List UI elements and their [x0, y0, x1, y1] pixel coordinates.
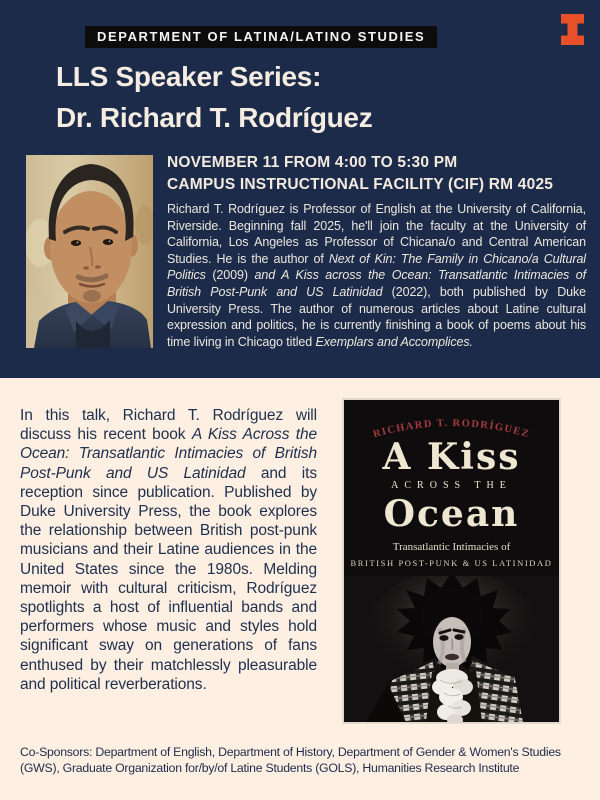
- book-title-line1: A Kiss: [382, 436, 521, 478]
- event-location: CAMPUS INSTRUCTIONAL FACILITY (CIF) RM 4025: [167, 176, 554, 193]
- book-title-line2: ACROSS THE: [391, 480, 512, 491]
- illinois-block-i-icon: [561, 14, 584, 45]
- event-datetime: NOVEMBER 11 FROM 4:00 TO 5:30 PM: [167, 154, 458, 171]
- talk-description: In this talk, Richard T. Rodríguez will discuss his recent book A Kiss Across the Ocean: Transatlantic Intimacies of British Post-Punk and US Latinidad and its reception since publication. Published by Duke University Press, the book explores the relationship between British post-punk musicians and their Latine audiences in the United States since the 1980s. Melding memoir with cultural criticism, Rodríguez spotlights a host of influential bands and performers whose music and styles hold significant sway on generations of fans enthused by their matchlessly pleasurable and political reverberations.: [20, 407, 318, 693]
- header-section: [0, 0, 600, 378]
- book-cover-photo: [344, 576, 559, 722]
- event-details: [167, 152, 553, 196]
- page-title-line1: LLS Speaker Series:: [56, 61, 322, 92]
- cosponsors-text: Co-Sponsors: Department of English, Department of History, Department of Gender & Women's Studies (GWS), Graduate Organization for/by/of Latine Students (GOLS), Humanities Research Institute: [20, 745, 561, 775]
- speaker-photo: [26, 155, 153, 348]
- page-title-line2: Dr. Richard T. Rodríguez: [56, 102, 373, 133]
- department-badge: DEPARTMENT OF LATINA/LATINO STUDIES: [85, 26, 437, 48]
- speaker-bio: Richard T. Rodríguez is Professor of English at the University of California, Riverside. Beginning fall 2025, he'll join the faculty at the University of California, Los Angeles as Professor of Chicana/o and Central American Studies. He is the author of Next of Kin: The Family in Chicano/a Cultural Politics (2009) and A Kiss across the Ocean: Transatlantic Intimacies of British Post-Punk and US Latinidad (2022), both published by Duke University Press. The author of numerous articles about Latine cultural expression and politics, he is currently finishing a book of poems about his time living in Chicago titled Exemplars and Accomplices.: [167, 202, 586, 349]
- book-subtitle-line2: BRITISH POST-PUNK & US LATINIDAD: [350, 558, 553, 568]
- book-subtitle-line1: Transatlantic Intimacies of: [392, 541, 511, 553]
- page-title: [56, 56, 372, 138]
- book-cover-author: RICHARD T. RODRÍGUEZ: [372, 417, 531, 441]
- book-title-line3: Ocean: [383, 493, 520, 535]
- book-cover: [343, 399, 560, 723]
